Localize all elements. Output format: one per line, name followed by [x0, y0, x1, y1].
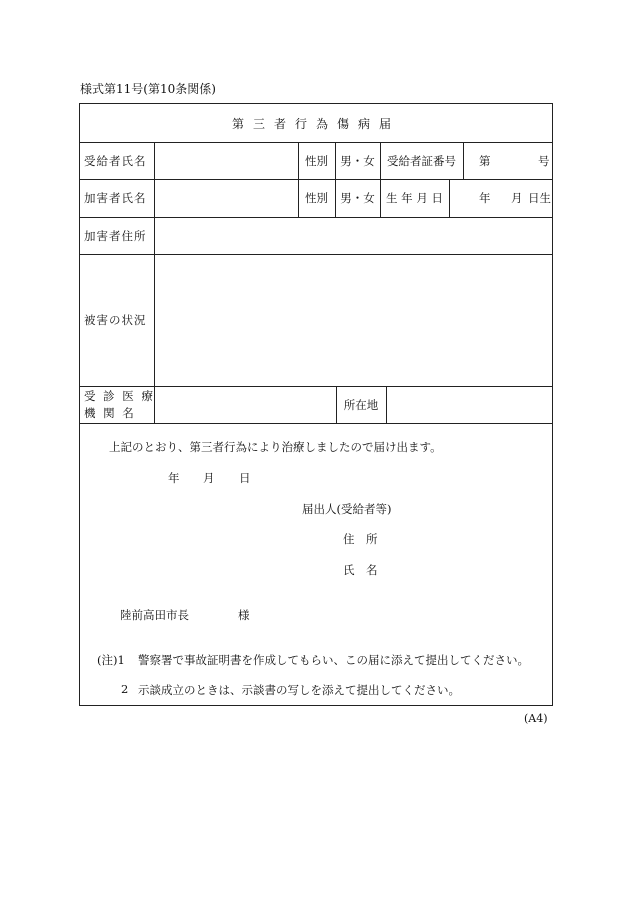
row-divider: [80, 217, 552, 218]
dob-month: 月: [511, 191, 523, 205]
note-1-prefix: (注)1: [97, 653, 125, 667]
recipient-name-label: 受給者氏名: [84, 153, 147, 168]
dob-day: 日生: [528, 191, 551, 205]
date-month: 月: [203, 471, 215, 485]
clinic-label-line2: 機 関 名: [84, 406, 136, 420]
paper-size-label: (A4): [524, 712, 548, 725]
cert-suffix: 号: [538, 153, 550, 168]
location-label: 所在地: [343, 397, 379, 412]
applicant-name-label: 氏 名: [343, 563, 378, 577]
perpetrator-address-label: 加害者住所: [84, 228, 147, 243]
gender-options: 男・女: [340, 191, 375, 205]
date-of-birth-label: 生 年 月 日: [386, 191, 443, 205]
form-title: 第三者行為傷病届: [231, 116, 400, 131]
row-divider: [80, 423, 552, 424]
note-2-text: 示談成立のときは、示談書の写しを添えて提出してください。: [138, 683, 460, 697]
applicant-address-label: 住 所: [343, 532, 378, 546]
form-number-label: 様式第11号(第10条関係): [80, 82, 216, 96]
gender-label: 性別: [305, 153, 328, 168]
note-2-prefix: 2: [121, 682, 129, 696]
date-day: 日: [239, 471, 251, 485]
row-divider: [80, 386, 552, 387]
damage-status-label: 被害の状況: [84, 313, 147, 327]
honorific: 様: [238, 608, 250, 622]
injury-report-form: [79, 103, 553, 706]
declaration-statement: 上記のとおり、第三者行為により治療しましたので届け出ます。: [109, 440, 442, 454]
note-1-text: 警察署で事故証明書を作成してもらい、この届に添えて提出してください。: [138, 653, 529, 667]
gender-label: 性別: [305, 191, 328, 205]
applicant-label: 届出人(受給者等): [302, 502, 392, 516]
date-year: 年: [168, 471, 180, 485]
perpetrator-name-label: 加害者氏名: [84, 191, 147, 205]
gender-options: 男・女: [340, 153, 375, 168]
dob-year: 年: [479, 191, 491, 205]
column-divider: [386, 386, 387, 423]
addressee: 陸前高田市長: [120, 608, 189, 622]
cert-prefix: 第: [479, 153, 491, 168]
column-divider: [154, 142, 155, 423]
column-divider: [463, 142, 464, 179]
column-divider: [449, 179, 450, 217]
recipient-cert-label: 受給者証番号: [387, 153, 456, 168]
clinic-label-line1: 受 診 医 療: [84, 389, 155, 403]
row-divider: [80, 254, 552, 255]
